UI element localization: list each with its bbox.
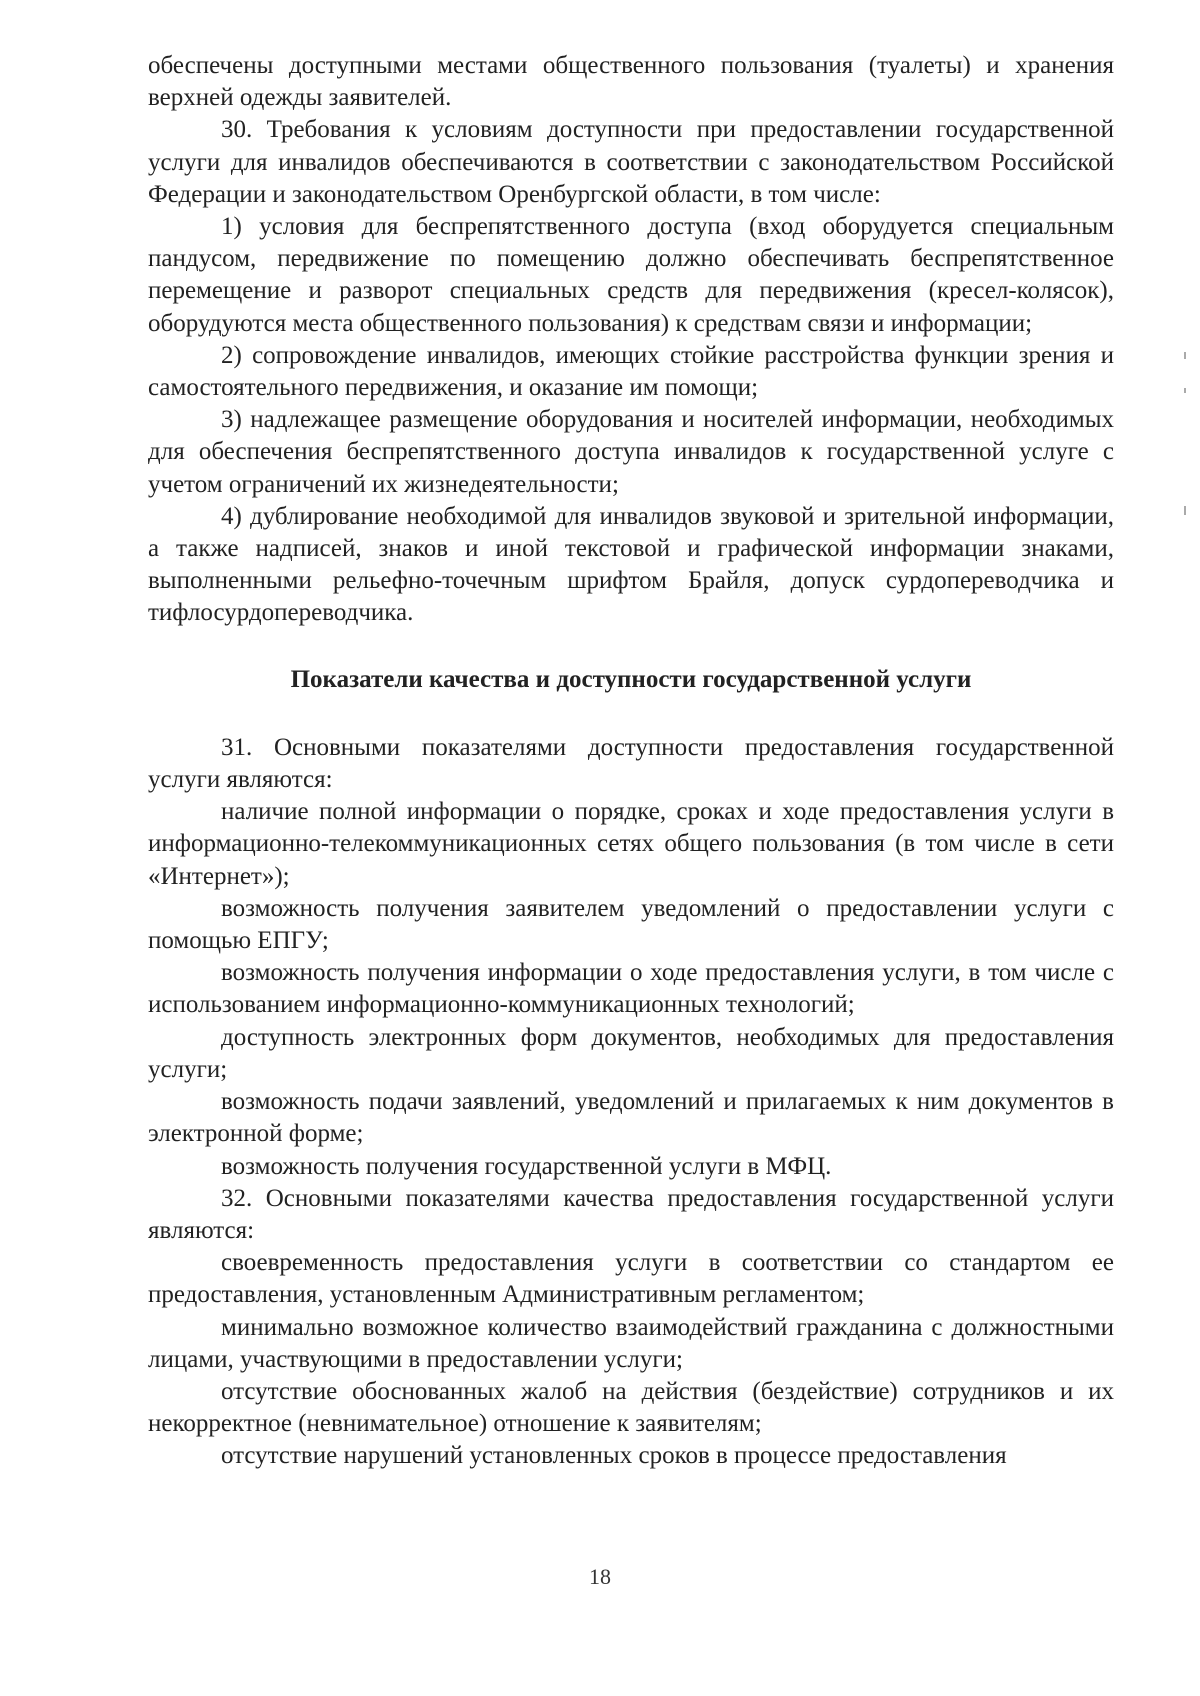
paragraph-indicator: возможность подачи заявлений, уведомлений и прилагаемых к ним документов в электронной форме; [148, 1088, 1114, 1148]
paragraph-indicator: отсутствие обоснованных жалоб на действия (бездействие) сотрудников и их некорректное (невнимательное) отношение к заявителям; [148, 1377, 1114, 1438]
paragraph-indicator: наличие полной информации о порядке, сроках и ходе предоставления услуги в информационно-телекоммуникационных сетях общего пользования (в том числе в сети «Интернет»); [148, 798, 1114, 890]
paragraph-indicator: своевременность предоставления услуги в соответствии со стандартом ее предоставления, установленным Административным регламентом; [148, 1249, 1114, 1309]
paragraph-indicator: возможность получения информации о ходе предоставления услуги, в том числе с использованием информационно-коммуникационных технологий; [148, 959, 1114, 1019]
paragraph-item-30: 30. Требования к условиям доступности при предоставлении государственной услуги для инвалидов обеспечиваются в соответствии с законодательством Российской Федерации и законодательством Оренбургской области, в том числе: [148, 116, 1114, 208]
paragraph-item-32: 32. Основными показателями качества предоставления государственной услуги являются: [148, 1184, 1114, 1244]
page-number: 18 [589, 1564, 611, 1589]
scan-speck [1184, 506, 1186, 515]
paragraph-subitem-3: 3) надлежащее размещение оборудования и носителей информации, необходимых для обеспечения беспрепятственного доступа инвалидов к государственной услуге с учетом ограничений их жизнедеятельности; [148, 406, 1114, 498]
paragraph-indicator: возможность получения заявителем уведомлений о предоставлении услуги с помощью ЕПГУ; [148, 894, 1114, 955]
paragraph-subitem-2: 2) сопровождение инвалидов, имеющих стойкие расстройства функции зрения и самостоятельного передвижения, и оказание им помощи; [148, 341, 1114, 402]
paragraph-indicator: доступность электронных форм документов, необходимых для предоставления услуги; [148, 1023, 1114, 1083]
paragraph-indicator: минимально возможное количество взаимодействий гражданина с должностными лицами, участвующими в предоставлении услуги; [148, 1313, 1114, 1373]
paragraph-indicator: отсутствие нарушений установленных сроков в процессе предоставления [221, 1442, 1007, 1470]
paragraph-subitem-1: 1) условия для беспрепятственного доступа (вход оборудуется специальным пандусом, передвижение по помещению должно обеспечивать беспрепятственное перемещение и разворот специальных средств для передвижения (кресел-колясок), оборудуются места общественного пользования) к средствам связи и информации; [148, 213, 1114, 337]
paragraph-continuation: обеспечены доступными местами общественного пользования (туалеты) и хранения верхней одежды заявителей. [148, 52, 1114, 112]
paragraph-item-31: 31. Основными показателями доступности предоставления государственной услуги являются: [148, 733, 1114, 794]
scan-speck [1184, 388, 1186, 393]
section-heading: Показатели качества и доступности государственной услуги [290, 665, 972, 693]
paragraph-subitem-4: 4) дублирование необходимой для инвалидов звуковой и зрительной информации, а также надписей, знаков и иной текстовой и графической информации знаками, выполненными рельефно-точечным шрифтом Брайля, допуск сурдопереводчика и тифлосурдопереводчика. [148, 502, 1114, 627]
paragraph-indicator: возможность получения государственной услуги в МФЦ. [221, 1152, 832, 1180]
scan-speck [1184, 352, 1186, 359]
document-body [148, 50, 1114, 1473]
